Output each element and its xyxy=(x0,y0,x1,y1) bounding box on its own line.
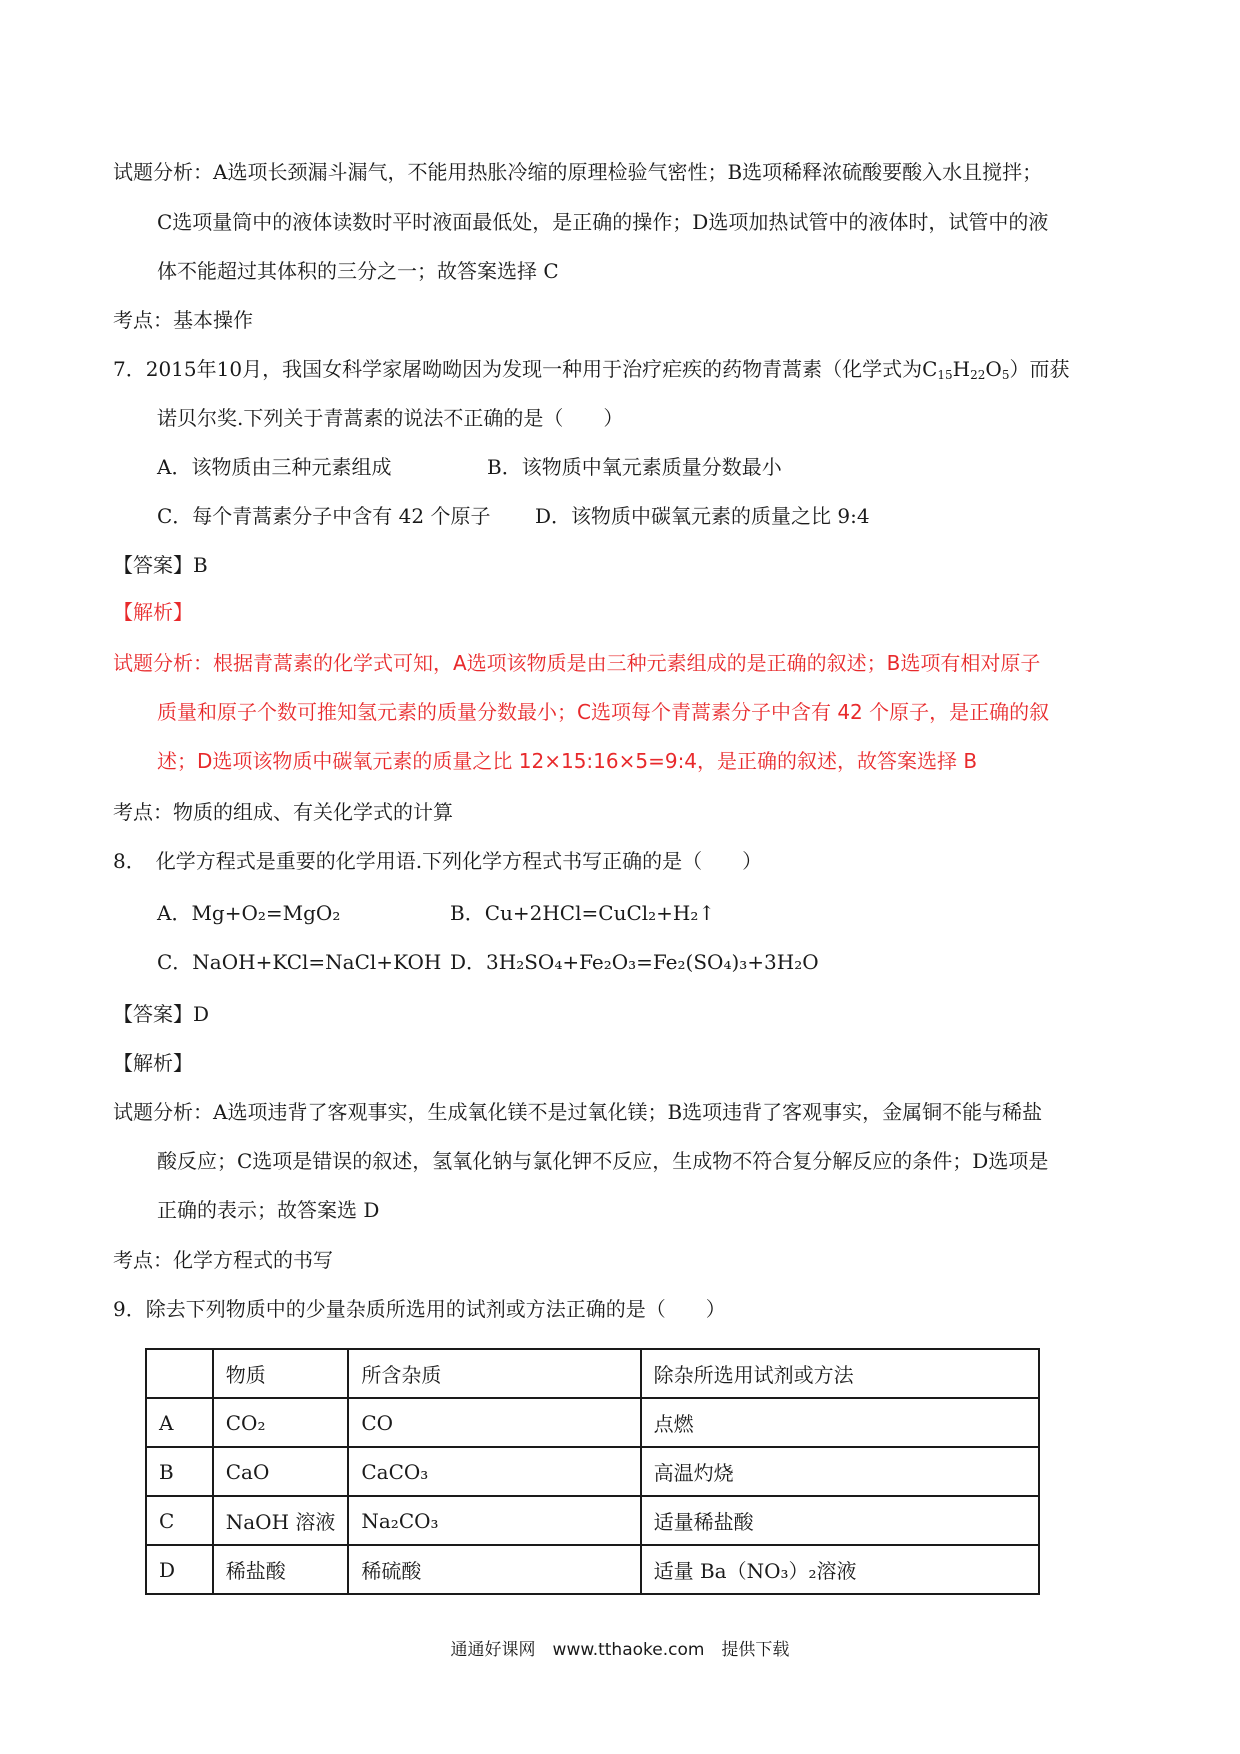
table-header-cell: 除杂所选用试剂或方法 xyxy=(641,1349,1039,1398)
q7-option-b: B．该物质中氧元素质量分数最小 xyxy=(487,455,782,479)
table-cell: Na₂CO₃ xyxy=(348,1496,640,1545)
q9-table xyxy=(145,1348,1040,1595)
table-cell: NaOH 溶液 xyxy=(213,1496,349,1545)
q8-option-a: A．Mg+O₂=MgO₂ xyxy=(157,901,341,925)
table-cell: 稀硫酸 xyxy=(348,1545,640,1594)
table-row xyxy=(146,1545,1039,1594)
table-cell: D xyxy=(146,1545,213,1594)
table-cell: C xyxy=(146,1496,213,1545)
table-header-row xyxy=(146,1349,1039,1398)
table-cell: A xyxy=(146,1398,213,1447)
q8-option-b: B．Cu+2HCl=CuCl₂+H₂↑ xyxy=(450,901,716,925)
q8-stem: 8． 化学方程式是重要的化学用语.下列化学方程式书写正确的是（ ） xyxy=(113,849,763,873)
q7-analysis-line-2: 质量和原子个数可推知氢元素的质量分数最小；C选项每个青蒿素分子中含有 42 个原子，是正确的叙 xyxy=(157,700,1050,724)
page-footer: 通通好课网 www.tthaoke.com 提供下载 xyxy=(450,1640,790,1660)
table-header-cell: 物质 xyxy=(213,1349,349,1398)
q7-option-c: C．每个青蒿素分子中含有 42 个原子 xyxy=(157,504,491,528)
table-cell: 适量稀盐酸 xyxy=(641,1496,1039,1545)
q7-stem-line-1 xyxy=(113,354,1069,384)
q7-stem-end: ）而获 xyxy=(1009,357,1070,381)
q7-analysis-line-3: 述；D选项该物质中碳氧元素的质量之比 12×15:16×5=9:4，是正确的叙述，故答案选择 B xyxy=(157,749,978,773)
table-cell: CaO xyxy=(213,1447,349,1496)
table-cell: 点燃 xyxy=(641,1398,1039,1447)
table-cell: B xyxy=(146,1447,213,1496)
q7-stem-text: 7．2015年10月，我国女科学家屠呦呦因为发现一种用于治疗疟疾的药物青蒿素（化学式为 xyxy=(113,357,923,381)
q8-option-c: C．NaOH+KCl=NaCl+KOH xyxy=(157,950,442,974)
table-header-cell: 所含杂质 xyxy=(348,1349,640,1398)
q8-option-d: D．3H₂SO₄+Fe₂O₃=Fe₂(SO₄)₃+3H₂O xyxy=(450,950,819,974)
q7-answer: 【答案】B xyxy=(113,553,208,577)
q6-kaodian: 考点：基本操作 xyxy=(113,308,253,332)
q8-answer: 【答案】D xyxy=(113,1002,210,1026)
q7-option-d: D．该物质中碳氧元素的质量之比 9:4 xyxy=(535,504,870,528)
table-cell: 高温灼烧 xyxy=(641,1447,1039,1496)
table-cell: CO₂ xyxy=(213,1398,349,1447)
q8-analysis-line-1: 试题分析：A选项违背了客观事实，生成氧化镁不是过氧化镁；B选项违背了客观事实，金属铜不能与稀盐 xyxy=(113,1100,1043,1124)
q7-jiexi-heading: 【解析】 xyxy=(113,600,193,624)
q6-analysis-line-3: 体不能超过其体积的三分之一；故答案选择 C xyxy=(157,259,559,283)
table-cell: CaCO₃ xyxy=(348,1447,640,1496)
q9-stem: 9．除去下列物质中的少量杂质所选用的试剂或方法正确的是（ ） xyxy=(113,1297,726,1321)
table-cell: CO xyxy=(348,1398,640,1447)
table-cell: 稀盐酸 xyxy=(213,1545,349,1594)
q7-option-a: A．该物质由三种元素组成 xyxy=(157,455,392,479)
q7-kaodian: 考点：物质的组成、有关化学式的计算 xyxy=(113,800,453,824)
q8-kaodian: 考点：化学方程式的书写 xyxy=(113,1248,333,1272)
q8-analysis-line-2: 酸反应；C选项是错误的叙述，氢氧化钠与氯化钾不反应，生成物不符合复分解反应的条件；D选项是 xyxy=(157,1149,1049,1173)
table-row xyxy=(146,1398,1039,1447)
table-cell: 适量 Ba（NO₃）₂溶液 xyxy=(641,1545,1039,1594)
q6-analysis-line-1: 试题分析：A选项长颈漏斗漏气，不能用热胀冷缩的原理检验气密性；B选项稀释浓硫酸要酸入水且搅拌； xyxy=(113,160,1043,184)
table-row xyxy=(146,1496,1039,1545)
q7-formula: $C_{15}H_{22}O_5$ xyxy=(922,357,1010,382)
table-row xyxy=(146,1447,1039,1496)
q6-analysis-line-2: C选项量筒中的液体读数时平时液面最低处，是正确的操作；D选项加热试管中的液体时，试管中的液 xyxy=(157,210,1049,234)
q7-stem-line-2: 诺贝尔奖.下列关于青蒿素的说法不正确的是（ ） xyxy=(157,406,624,430)
q8-analysis-line-3: 正确的表示；故答案选 D xyxy=(157,1198,380,1222)
q8-jiexi-heading: 【解析】 xyxy=(113,1051,193,1075)
q7-analysis-line-1: 试题分析：根据青蒿素的化学式可知，A选项该物质是由三种元素组成的是正确的叙述；B选项有相对原子 xyxy=(113,651,1041,675)
table-header-cell xyxy=(146,1349,213,1398)
